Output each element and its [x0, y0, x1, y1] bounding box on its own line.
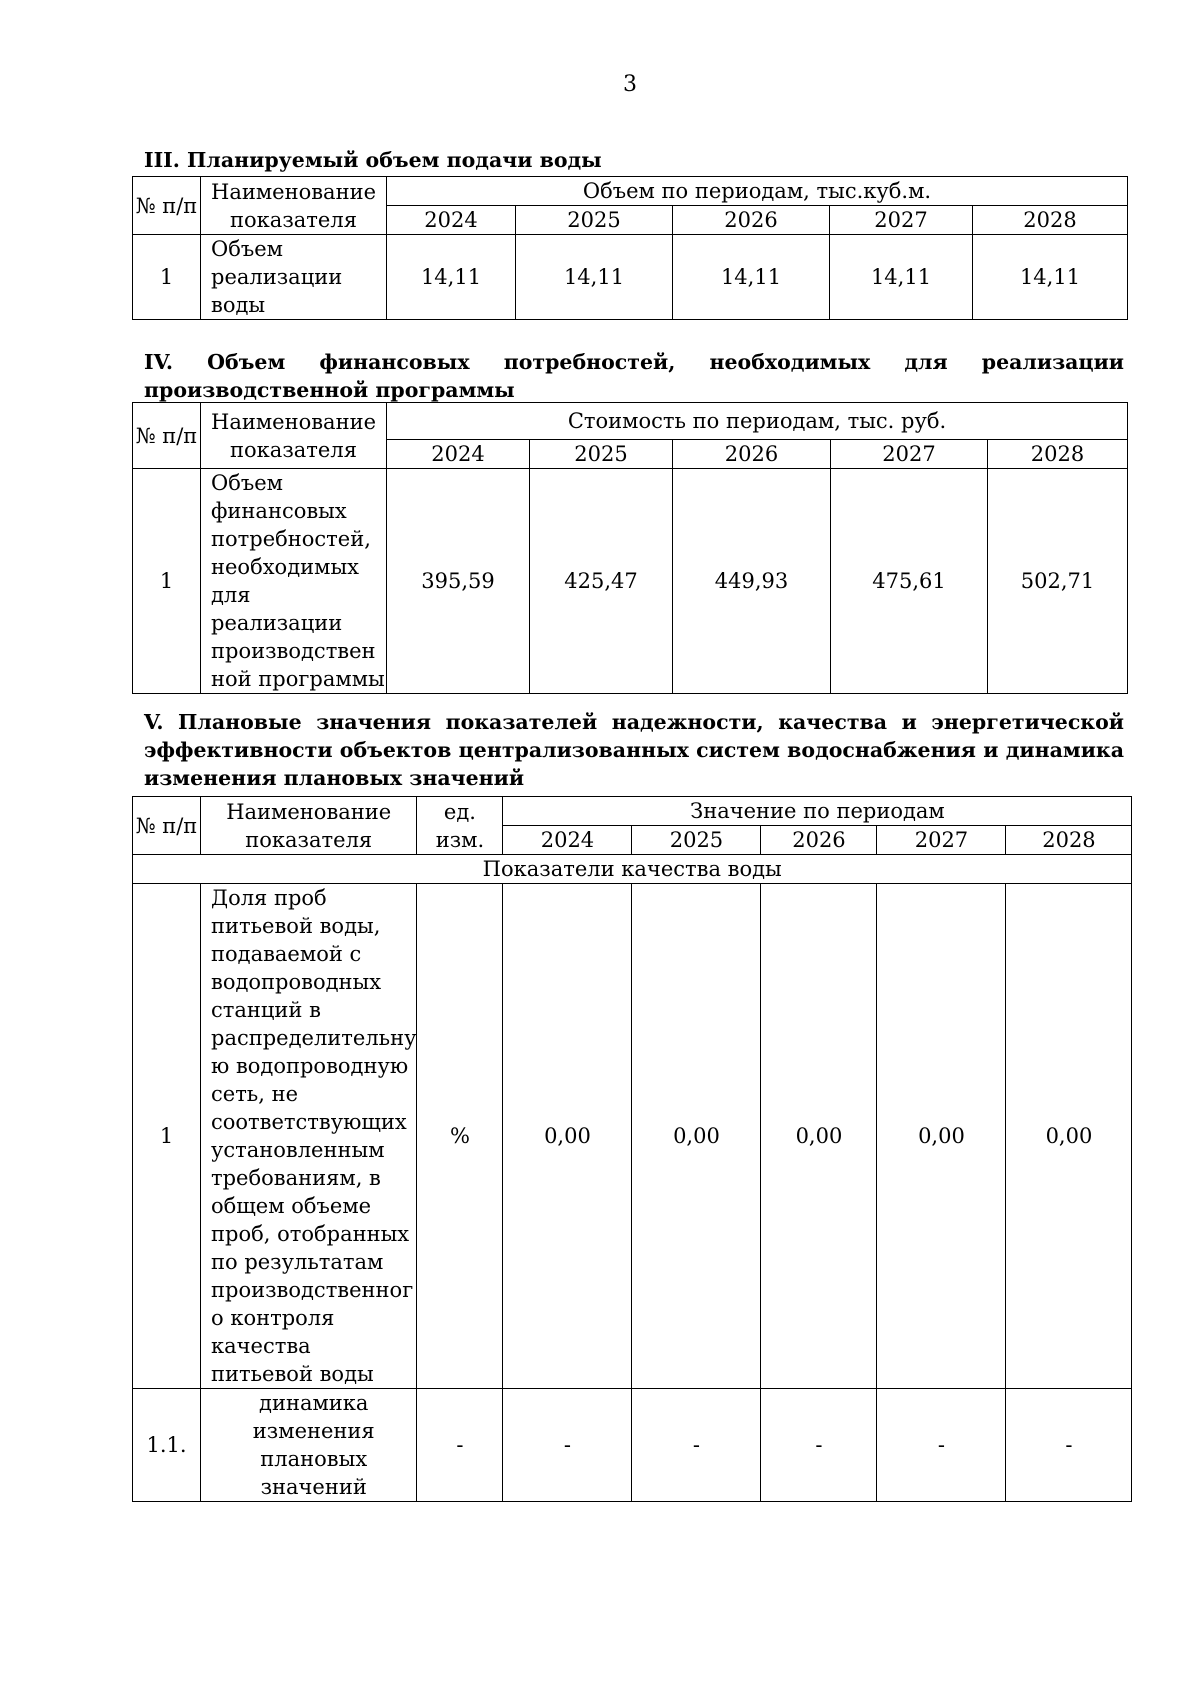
col-unit-header: ед. изм. — [417, 797, 503, 855]
value-cell: - — [632, 1389, 761, 1502]
value-cell: 0,00 — [632, 884, 761, 1389]
value-cell: 395,59 — [387, 469, 530, 694]
section4-title: IV. Объем финансовых потребностей, необходимых для реализации производственной программы — [144, 350, 1124, 402]
row-name: Доля проб питьевой воды, подаваемой с водопроводных станций в распределительну ю водопроводную сеть, не соответствующих установленным требованиям, в общем объеме проб, отобранных по результатам производственног о контроля качества питьевой воды — [201, 884, 417, 1389]
col-name-header: Наименование показателя — [201, 403, 387, 469]
year-header: 2024 — [503, 826, 632, 855]
value-cell: - — [877, 1389, 1006, 1502]
table-row — [133, 884, 1132, 1389]
row-number: 1.1. — [133, 1389, 201, 1502]
row-name: Объем реализации воды — [201, 235, 387, 320]
value-cell: 14,11 — [673, 235, 830, 320]
section3-table — [132, 176, 1128, 320]
year-header: 2028 — [973, 206, 1128, 235]
year-header: 2025 — [632, 826, 761, 855]
section4-table — [132, 402, 1128, 694]
year-header: 2026 — [673, 206, 830, 235]
value-cell: 0,00 — [503, 884, 632, 1389]
year-header: 2024 — [387, 206, 516, 235]
value-cell: - — [1006, 1389, 1132, 1502]
value-cell: 0,00 — [761, 884, 877, 1389]
value-cell: 425,47 — [530, 469, 673, 694]
row-number: 1 — [133, 469, 201, 694]
table-row — [133, 469, 1128, 694]
value-cell: 14,11 — [973, 235, 1128, 320]
value-cell: 0,00 — [1006, 884, 1132, 1389]
col-no-header: № п/п — [133, 797, 201, 855]
col-no-header: № п/п — [133, 403, 201, 469]
year-header: 2025 — [530, 440, 673, 469]
col-name-header: Наименование показателя — [201, 797, 417, 855]
year-header: 2024 — [387, 440, 530, 469]
unit-cell: - — [417, 1389, 503, 1502]
col-name-header: Наименование показателя — [201, 177, 387, 235]
col-no-header: № п/п — [133, 177, 201, 235]
value-cell: 14,11 — [387, 235, 516, 320]
year-header: 2026 — [673, 440, 831, 469]
year-header: 2027 — [877, 826, 1006, 855]
subheader-row: Показатели качества воды — [133, 855, 1132, 884]
value-cell: 449,93 — [673, 469, 831, 694]
table-row — [133, 1389, 1132, 1502]
year-header: 2027 — [830, 206, 973, 235]
year-header: 2026 — [761, 826, 877, 855]
value-cell: 14,11 — [830, 235, 973, 320]
year-header: 2025 — [516, 206, 673, 235]
table-row — [133, 235, 1128, 320]
value-cell: 14,11 — [516, 235, 673, 320]
value-cell: - — [503, 1389, 632, 1502]
year-header: 2028 — [988, 440, 1128, 469]
col-group-header: Стоимость по периодам, тыс. руб. — [387, 403, 1128, 440]
unit-cell: % — [417, 884, 503, 1389]
col-group-header: Значение по периодам — [503, 797, 1132, 826]
value-cell: 475,61 — [831, 469, 988, 694]
year-header: 2028 — [1006, 826, 1132, 855]
value-cell: 0,00 — [877, 884, 1006, 1389]
value-cell: 502,71 — [988, 469, 1128, 694]
row-number: 1 — [133, 235, 201, 320]
col-group-header: Объем по периодам, тыс.куб.м. — [387, 177, 1128, 206]
row-name: динамика изменения плановых значений — [201, 1389, 417, 1502]
section3-title: III. Планируемый объем подачи воды — [144, 148, 602, 172]
value-cell: - — [761, 1389, 877, 1502]
year-header: 2027 — [831, 440, 988, 469]
row-number: 1 — [133, 884, 201, 1389]
page-number: 3 — [623, 72, 637, 97]
section5-table — [132, 796, 1132, 1502]
section5-title: V. Плановые значения показателей надежности, качества и энергетической эффективности объектов централизованных систем водоснабжения и динамика изменения плановых значений — [144, 710, 1124, 790]
row-name: Объем финансовых потребностей, необходимых для реализации производствен ной программы — [201, 469, 387, 694]
